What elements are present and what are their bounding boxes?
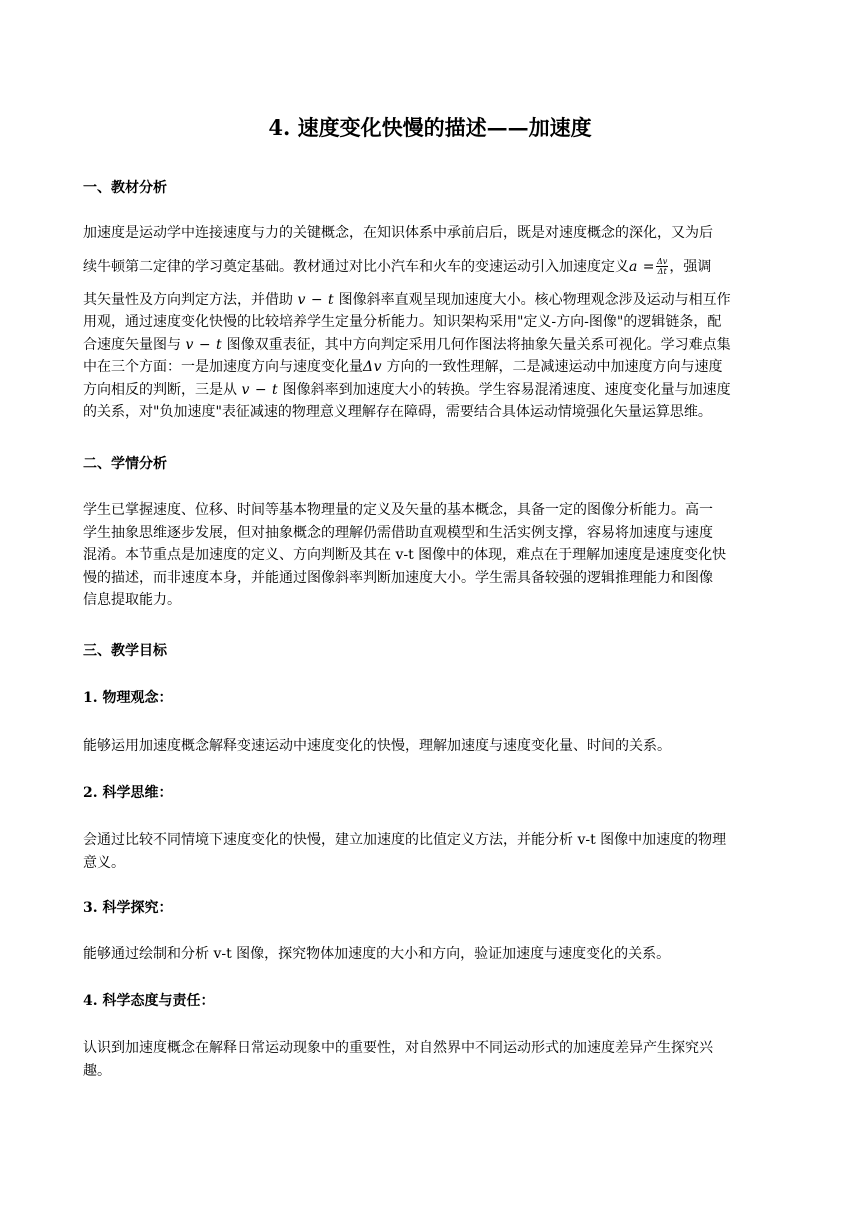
paragraph-text: 图像斜率直观呈现加速度大小。核心物理观念涉及运动与相互作 — [338, 291, 731, 308]
paragraph-line: 混淆。本节重点是加速度的定义、方向判断及其在 v-t 图像中的体现，难点在于理解加速度是速度变化快 — [83, 547, 727, 563]
goal-text-physics-concept — [83, 735, 777, 758]
paragraph-text: ，强调 — [669, 258, 712, 275]
paragraph-line-with-formula — [83, 245, 777, 289]
paragraph-text: 图像斜率到加速度大小的转换。学生容易混淆速度、速度变化量与加速度 — [282, 381, 731, 398]
paragraph-line: 趣。 — [83, 1062, 111, 1079]
fraction-denominator: Δt — [657, 267, 667, 276]
paragraph-text: 中在三个方面：一是加速度方向与速度变化量 — [83, 359, 363, 375]
paragraph-line — [83, 334, 777, 357]
section-heading-teaching-goals: 三、教学目标 — [83, 643, 167, 659]
paragraph-line: 认识到加速度概念在解释日常运动现象中的重要性，对自然界中不同运动形式的加速度差异产生探究兴 — [83, 1040, 713, 1056]
paragraph-line: 信息提取能力。 — [83, 592, 181, 608]
formula-vt: v − t — [185, 336, 223, 353]
goal-label-scientific-inquiry: 3. 科学探究： — [83, 900, 173, 916]
goal-label-attitude-responsibility: 4. 科学态度与责任： — [83, 993, 215, 1009]
paragraph-text: 合速度矢量图与 — [83, 336, 181, 353]
section-heading-textbook-analysis: 一、教材分析 — [83, 180, 167, 196]
paragraph-line: 的关系，对"负加速度"表征减速的物理意义理解存在障碍，需要结合具体运动情境强化矢量运算思维。 — [83, 404, 712, 420]
paragraph-line: 慢的描述，而非速度本身，并能通过图像斜率判断加速度大小。学生需具备较强的逻辑推理能力和图像 — [83, 569, 713, 586]
formula-lhs: a = — [629, 258, 656, 275]
page-title: 4. 速度变化快慢的描述——加速度 — [268, 115, 592, 140]
acceleration-fraction — [656, 257, 668, 276]
paragraph-line: 加速度是运动学中连接速度与力的关键概念，在知识体系中承前启后，既是对速度概念的深化，又为后 — [83, 225, 713, 241]
goal-text-scientific-thinking — [83, 829, 777, 874]
section-heading-student-analysis: 二、学情分析 — [83, 456, 167, 472]
paragraph-line — [83, 356, 777, 379]
paragraph-student-analysis — [83, 499, 777, 612]
goal-label-scientific-thinking: 2. 科学思维： — [83, 785, 173, 801]
paragraph-text: 方向的一致性理解，二是减速运动中加速度方向与速度 — [386, 359, 723, 375]
goal-text-scientific-inquiry — [83, 943, 777, 966]
paragraph-line — [83, 379, 777, 402]
paragraph-line: 能够通过绘制和分析 v-t 图像，探究物体加速度的大小和方向，验证加速度与速度变化的关系。 — [83, 946, 671, 962]
paragraph-line: 意义。 — [83, 854, 125, 871]
paragraph-line: 能够运用加速度概念解释变速运动中速度变化的快慢，理解加速度与速度变化量、时间的关系。 — [83, 738, 671, 754]
formula-delta-v: Δv — [363, 359, 383, 375]
paragraph-text: 其矢量性及方向判定方法，并借助 — [83, 291, 293, 308]
formula-vt: v − t — [297, 291, 335, 308]
paragraph-line: 会通过比较不同情境下速度变化的快慢，建立加速度的比值定义方法，并能分析 v-t 图像中加速度的物理 — [83, 832, 727, 848]
formula-vt: v − t — [241, 381, 279, 398]
paragraph-text: 方向相反的判断，三是从 — [83, 381, 237, 398]
paragraph-line: 学生已掌握速度、位移、时间等基本物理量的定义及矢量的基本概念，具备一定的图像分析能力。高一 — [83, 502, 713, 518]
goal-text-attitude-responsibility — [83, 1037, 777, 1082]
paragraph-text: 续牛顿第二定律的学习奠定基础。教材通过对比小汽车和火车的变速运动引入加速度定义 — [83, 258, 629, 275]
fraction-numerator: Δv — [657, 257, 668, 266]
goal-label-physics-concept: 1. 物理观念： — [83, 690, 173, 706]
paragraph-text: 图像双重表征，其中方向判定采用几何作图法将抽象矢量关系可视化。学习难点集 — [226, 336, 731, 353]
paragraph-line: 学生抽象思维逐步发展，但对抽象概念的理解仍需借助直观模型和生活实例支撑，容易将加速度与速度 — [83, 524, 713, 541]
paragraph-line: 用观，通过速度变化快慢的比较培养学生定量分析能力。知识架构采用"定义-方向-图像"的逻辑链条，配 — [83, 314, 722, 330]
paragraph-line — [83, 289, 777, 312]
paragraph-textbook-analysis — [83, 222, 777, 424]
